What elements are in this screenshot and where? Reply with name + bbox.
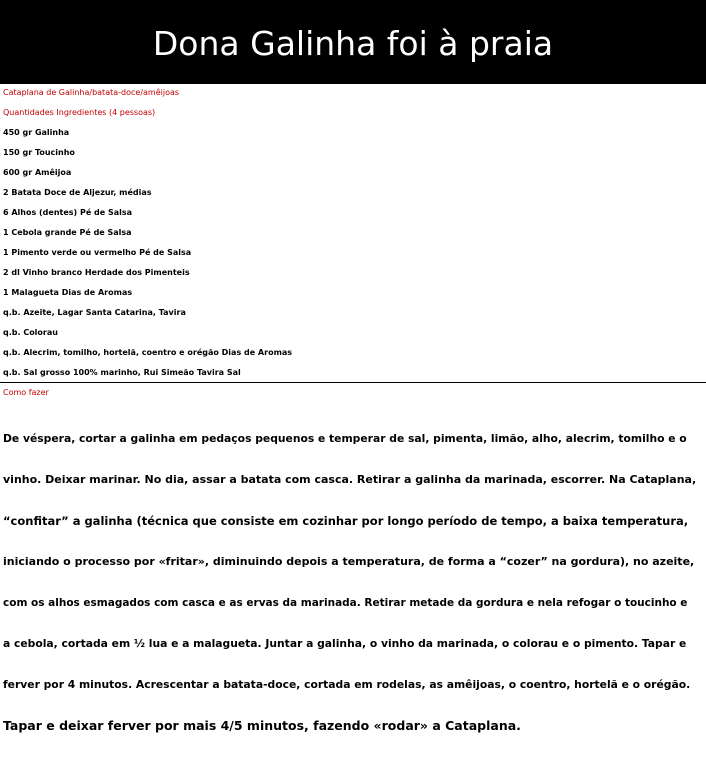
ingredient-item: 1 Pimento verde ou vermelho Pé de Salsa [3,248,192,257]
ingredient-item: 1 Cebola grande Pé de Salsa [3,228,132,237]
ingredient-item: 150 gr Toucinho [3,148,75,157]
ingredient-item: 600 gr Amêijoa [3,168,72,177]
ingredient-item: q.b. Alecrim, tomilho, hortelã, coentro e orégão Dias de Aromas [3,348,293,357]
ingredient-item: 6 Alhos (dentes) Pé de Salsa [3,208,133,217]
method-line: a cebola, cortada em ½ lua e a malagueta. Juntar a galinha, o vinho da marinada, o colorau e o pimento. Tapar e [3,636,687,650]
ingredient-item: q.b. Sal grosso 100% marinho, Rui Simeão Tavira Sal [3,368,241,377]
method-line: com os alhos esmagados com casca e as ervas da marinada. Retirar metade da gordura e nela refogar o toucinho e [3,596,688,609]
method-line: “confitar” a galinha (técnica que consiste em cozinhar por longo período de tempo, a baixa temperatura, [3,513,689,528]
method-line: Tapar e deixar ferver por mais 4/5 minutos, fazendo «rodar» a Cataplana. [3,717,521,733]
ingredient-item: q.b. Colorau [3,328,58,337]
page-title: Dona Galinha foi à praia [0,0,706,84]
method-header: Como fazer [3,388,49,397]
method-text [3,408,701,757]
ingredient-item: 1 Malagueta Dias de Aromas [3,288,133,297]
quantities-header: Quantidades Ingredientes (4 pessoas) [3,108,156,117]
ingredient-item: 450 gr Galinha [3,128,70,137]
method-line: De véspera, cortar a galinha em pedaços pequenos e temperar de sal, pimenta, limão, alho, alecrim, tomilho e o [3,431,687,445]
method-line: iniciando o processo por «fritar», diminuindo depois a temperatura, de forma a “cozer” na gordura), no azeite, [3,554,695,568]
ingredient-item: 2 dl Vinho branco Herdade dos Pimenteis [3,268,190,277]
ingredient-item: 2 Batata Doce de Aljezur, médias [3,188,152,197]
recipe-name: Cataplana de Galinha/batata-doce/amêijoas [3,88,180,97]
ingredient-item: q.b. Azeite, Lagar Santa Catarina, Tavira [3,308,186,317]
method-line: ferver por 4 minutos. Acrescentar a batata-doce, cortada em rodelas, as amêijoas, o coentro, hortelã e o orégão. [3,677,691,691]
method-line: vinho. Deixar marinar. No dia, assar a batata com casca. Retirar a galinha da marinada, escorrer. Na Cataplana, [3,472,697,486]
